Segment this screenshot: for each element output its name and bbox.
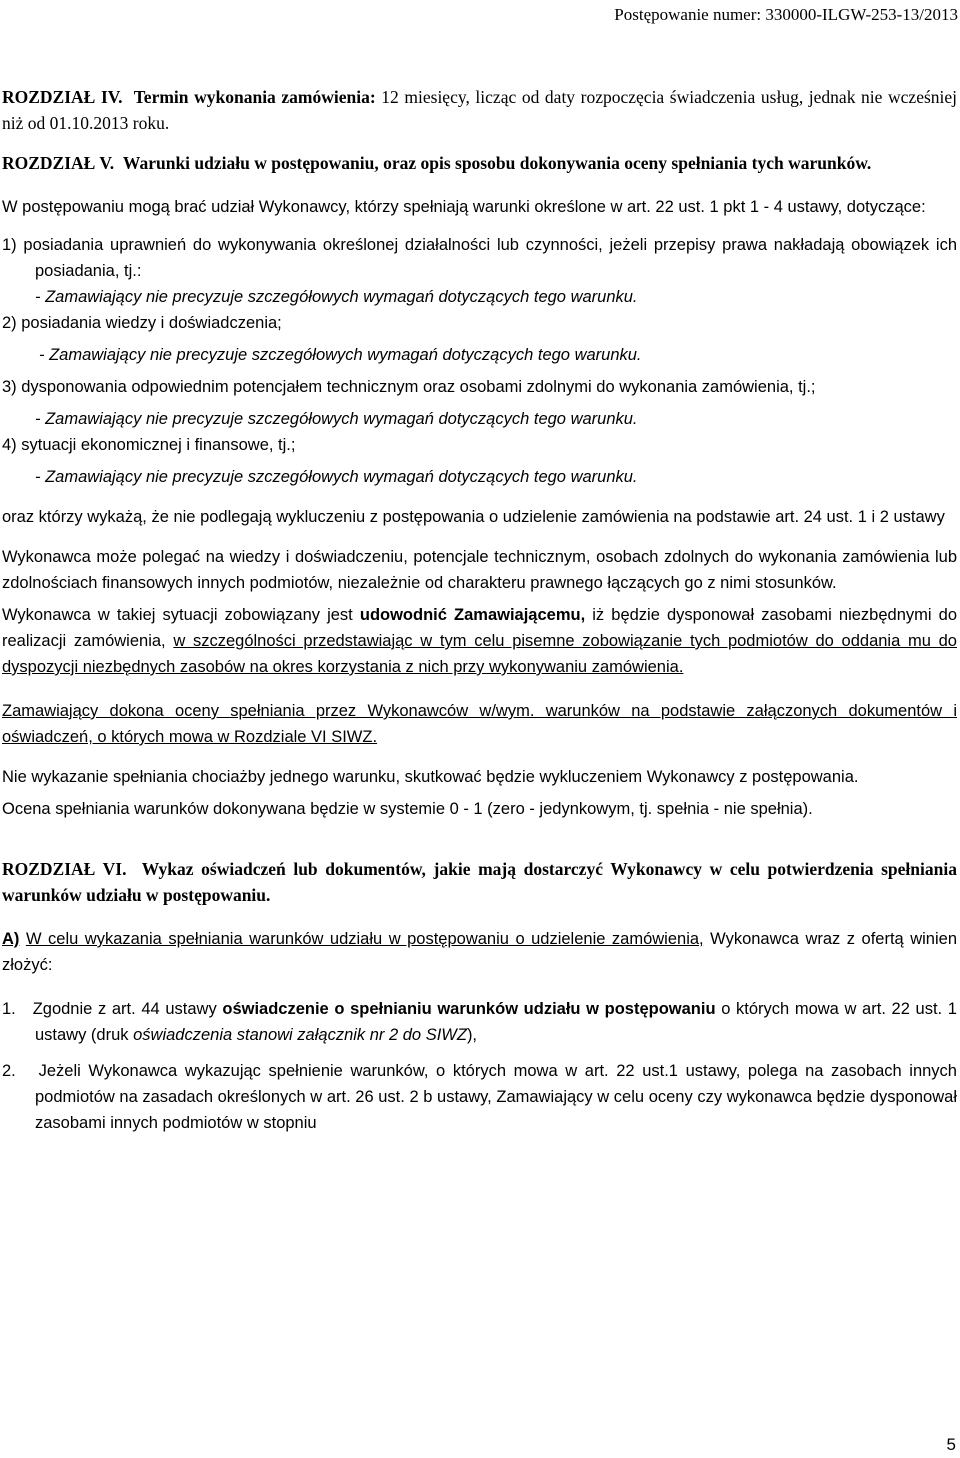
chapter-4 (2, 84, 957, 136)
item-1-number: 1. (2, 1000, 16, 1018)
exclusion-paragraph: oraz którzy wykażą, że nie podlegają wykluczeniu z postępowania o udzielenie zamówienia na podstawie art. 24 ust. 1 i 2 ustawy (2, 508, 945, 526)
obligation-paragraph (2, 602, 957, 680)
failure-paragraph: Nie wykazanie spełniania chociażby jednego warunku, skutkować będzie wykluczeniem Wykonawcy z postępowania. (2, 768, 859, 786)
section-a (2, 926, 957, 978)
item-1-part-1: Zgodnie z art. 44 ustawy (32, 1000, 223, 1018)
obligation-bold: udowodnić Zamawiającemu, (359, 606, 586, 624)
document-item-2 (2, 1058, 957, 1136)
condition-2-note: - Zamawiający nie precyzuje szczegółowych wymagań dotyczących tego warunku. (39, 346, 642, 364)
obligation-underlined: w szczególności przedstawiając w tym celu pisemne zobowiązanie tych podmiotów do oddania mu do dyspozycji niezbędnych zasobów na okres korzystania z nich przy wykonywaniu zamówienia. (2, 632, 957, 676)
chapter-5-title: Warunki udziału w postępowaniu, oraz opis sposobu dokonywania oceny spełniania tych warunków. (122, 153, 872, 173)
chapter-6-heading (2, 856, 957, 908)
section-a-underlined: W celu wykazania spełniania warunków udziału w postępowaniu o udzielenie zamówienia, (25, 930, 704, 948)
condition-1-note: - Zamawiający nie precyzuje szczegółowych wymagań dotyczących tego warunku. (35, 288, 638, 306)
obligation-part-2: iż będzie dysponował zasobami niezbędnymi do realizacji zamówienia, (2, 606, 957, 650)
section-a-rest: Wykonawca wraz z ofertą winien złożyć: (2, 930, 957, 974)
chapter-4-title: Termin wykonania zamówienia: (133, 87, 376, 107)
item-1-italic: oświadczenia stanowi załącznik nr 2 do SIWZ (133, 1026, 467, 1044)
chapter-4-label: ROZDZIAŁ IV. (2, 87, 123, 107)
condition-4-note: - Zamawiający nie precyzuje szczegółowych wymagań dotyczących tego warunku. (35, 468, 638, 486)
assessment-paragraph: Zamawiający dokona oceny spełniania przez Wykonawców w/wym. warunków na podstawie załączonych dokumentów i oświadczeń, o których mowa w Rozdziale VI SIWZ. (2, 702, 957, 746)
condition-4: 4) sytuacji ekonomicznej i finansowe, tj.; (2, 436, 296, 454)
section-a-letter: A) (2, 930, 20, 948)
condition-1: 1) posiadania uprawnień do wykonywania określonej działalności lub czynności, jeżeli przepisy prawa nakładają obowiązek ich posiadania, tj.: (2, 236, 957, 280)
page-content (2, 84, 957, 1136)
reliance-paragraph: Wykonawca może polegać na wiedzy i doświadczeniu, potencjale technicznym, osobach zdolnych do wykonania zamówienia lub zdolnościach finansowych innych podmiotów, niezależnie od charakteru prawnego łączących go z nimi stosunków. (2, 548, 957, 592)
document-item-1 (2, 996, 957, 1048)
page-number: 5 (946, 1435, 956, 1454)
item-1-part-3: ), (466, 1026, 478, 1044)
chapter-5-label: ROZDZIAŁ V. (2, 153, 115, 173)
chapter-5-intro: W postępowaniu mogą brać udział Wykonawcy, którzy spełniają warunki określone w art. 22 ust. 1 pkt 1 - 4 ustawy, dotyczące: (2, 198, 926, 216)
item-1-part-2: o których mowa w art. 22 ust. 1 ustawy (druk (35, 1000, 957, 1044)
case-number-header: Postępowanie numer: 330000-ILGW-253-13/2013 (614, 5, 958, 24)
evaluation-paragraph: Ocena spełniania warunków dokonywana będzie w systemie 0 - 1 (zero - jedynkowym, tj. spełnia - nie spełnia). (2, 800, 813, 818)
condition-3: 3) dysponowania odpowiednim potencjałem technicznym oraz osobami zdolnymi do wykonania zamówienia, tj.; (2, 378, 816, 396)
item-2-number: 2. (2, 1062, 16, 1080)
condition-3-note: - Zamawiający nie precyzuje szczegółowych wymagań dotyczących tego warunku. (35, 410, 638, 428)
chapter-6-label: ROZDZIAŁ VI. (2, 859, 127, 879)
condition-2: 2) posiadania wiedzy i doświadczenia; (2, 314, 282, 332)
item-1-bold: oświadczenie o spełnianiu warunków udziału w postępowaniu (222, 1000, 716, 1018)
obligation-part-1: Wykonawca w takiej sytuacji zobowiązany jest (2, 606, 360, 624)
item-2-text: Jeżeli Wykonawca wykazując spełnienie warunków, o których mowa w art. 22 ust.1 ustawy, polega na zasobach innych podmiotów na zasadach określonych w art. 26 ust. 2 b ustawy, Zamawiający w celu oceny czy wykonawca będzie dysponował zasobami innych podmiotów w stopniu (35, 1062, 957, 1132)
chapter-5-heading (2, 150, 957, 176)
chapter-6-title: Wykaz oświadczeń lub dokumentów, jakie mają dostarczyć Wykonawcy w celu potwierdzenia spełniania warunków udziału w postępowaniu. (2, 859, 957, 905)
chapter-4-text: 12 miesięcy, licząc od daty rozpoczęcia świadczenia usług, jednak nie wcześniej niż od 01.10.2013 roku. (2, 87, 958, 133)
